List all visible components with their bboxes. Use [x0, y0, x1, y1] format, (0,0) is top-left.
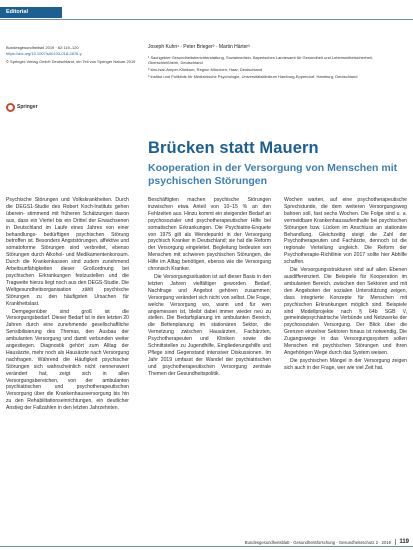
authors: Joseph Kuhn¹ · Peter Brieger² · Martin Härter³: [148, 44, 250, 50]
paragraph: Die Versorgungsstrukturen sind auf allen Ebenen ausdifferenziert. Die Beispiele für Kooperation im ambulanten Bereich, zwischen den Sektoren und mit den Angeboten der sozialen Unterstützung zeigen, dass integrierte Konzepte für Menschen mit psychischen Erkrankungen möglich sind. Beispiele sind Modellprojekte nach § 64b SGB V, gemeindepsychiatrische Verbünde und Netzwerke der psychosozialen Versorgung. Der Blick über die Grenzen einzelner Sektoren hinaus ist notwendig. Die Zugangswege in das Versorgungssystem sollen Menschen mit psychischen Störungen und ihren Angehörigen Wege durch das System weisen.: [284, 267, 407, 356]
text-column-2: [148, 197, 271, 537]
page-number: 119: [395, 539, 409, 545]
citation: Bundesgesundheitsbl 2019 · 62:119–120: [6, 45, 79, 50]
paragraph: Die psychischen Mängel in der Versorgung zeigen sich auch in der Frage, wer wie viel Zeit hat.: [284, 357, 407, 371]
affiliations: [148, 55, 403, 81]
copyright: © Springer-Verlag GmbH Deutschland, ein Teil von Springer Nature 2019: [6, 59, 136, 65]
affiliation-3: ³ Institut und Poliklinik für Medizinische Psychologie, Universitätsklinikum Hamburg-Eppendorf, Hamburg, Deutschland: [148, 73, 358, 79]
affiliation-1: ¹ Sachgebiet Gesundheitsberichterstattung, Sozialmedizin, Bayerisches Landesamt für Gesundheit und Lebensmittelsicherheit, Oberschleißheim, Deutschland: [148, 55, 373, 66]
affiliation-2: ² kbo-Isar-Amper-Klinikum, Region München, Haar, Deutschland: [148, 67, 263, 72]
article-subtitle: Kooperation in der Versorgung von Menschen mit psychischen Störungen: [148, 162, 398, 187]
paragraph: Psychische Störungen und Volkskrankheiten. Durch die DEGS1-Studie des Robert Koch-Instituts gehen überein- stimmend mit früheren Schätzungen davon aus, dass ein Viertel bis ein Drittel der Erwachsenen in Deutschland im Laufe eines Jahres von einer behandlungs- bedürftigen psychischen Störung betroffen ist. Besonders Angststörungen, affektive und somatoforme Störungen sind verbreitet, ebenso Störungen durch Alkohol- und Medikamentenkonsum. Durch die Krankenkassen sind zudem zunehmend Arbeitsunfähigkeiten dieser Großordnung bei psychischen Erkrankungen festzustellen und die Tragweite hierzu liegt noch aus den DEGS-Studie. Die Weltgesundheitsorganisation zählt psychische Störungen zu den häufigsten Ursachen für Krankheitslast.: [6, 197, 129, 307]
springer-logo-text: Springer: [17, 104, 38, 110]
text-column-3: [284, 197, 407, 537]
article-meta: [6, 45, 136, 65]
journal-footer: Bundesgesundheitsblatt - Gesundheitsforschung - Gesundheitsschutz 2 · 2019: [244, 540, 391, 545]
paragraph: Demgegenüber sind groß ist die Versorgungsbedarf. Dieser Bedarf ist in den letzten 20 Jahren durch eine zunehmende gesellschaftliche Sensibilisierung des Themas, den Ausbau der ambulanten Versorgung und damit verbunden weiter angestiegen. Diagnostik gehört zum Alltag der Hausärzte, mehr noch als Hausärzte nach Versorgung nachfragen. Während die Häufigkeit psychischer Störungen sich wahrscheinlich nicht nennenswert verändert hat, zeigt sich in allen Versorgungsbereichen, von der ambulanten psychiatrischen und psychotherapeutischen Versorgung über die Krankenhausversorgung bis hin zu den Rehabilitationseinrichtungen, ein deutlicher Anstieg der Fallzahlen in den letzten Jahrzehnten.: [6, 308, 129, 412]
text-column-1: [6, 197, 129, 537]
paragraph: Wochen warten, auf eine psychotherapeutische Sprechstunde, die dem weiteren Versorgungsweg bahnen soll, fast sechs Wochen. Die Folge sind u. a. vermeidbare Krankenhausaufenthalte bei psychischen Störungen bzw. Lücken im Anschluss an stationäre Behandlung. Gleichzeitig steigt die Zahl der Psychotherapeuten und Fachärzte, dennoch ist die regionale Verteilung ungleich. Die Reform der Psychotherapie-Richtlinie von 2017 sollte hier Abhilfe schaffen.: [284, 197, 407, 266]
paragraph: Beschäftigten machen psychische Störungen inzwischen etwa Anteil von 10–15 % an den Fehlzeiten aus. Hinzu kommt ein steigender Bedarf an psychosozialer und psychotherapeutischer Hilfe bei somatischen Erkrankungen. Die Psychiatrie-Enquete von 1975 gilt als Wendepunkt in der Versorgung psychisch Kranker in Deutschland; sie hat die Reform der Versorgung eingeleitet. Begleitung bedeuten von Menschen mit schweren psychischen Störungen, die Hilfe im Alltag benötigen, ebenso wie die Versorgung chronisch Kranker.: [148, 197, 271, 273]
springer-logo: [6, 102, 46, 112]
doi-link[interactable]: https://doi.org/10.1007/s00103-018-2876-y: [6, 50, 82, 56]
header-rule: [0, 19, 413, 20]
footer-rule: [0, 546, 413, 547]
section-tag: Editorial: [0, 7, 62, 18]
paragraph: Die Versorgungssituation ist auf dieser Basis in den letzten Jahren vielfältiger geworden. Bedarf, Nachfrage und Angebot gehören zusammen; Versorgung verändert sich nicht von selbst. Die Frage, welche Versorgung wo, wann und für wen angemessen ist, bleibt dabei immer wieder neu zu stellen. Die Bedarfsplanung im ambulanten Bereich, die Bettenplanung im stationären Sektor, die Vernetzung zwischen Hausärzten, Fachärzten, Psychotherapeuten und Kliniken sowie die Schnittstellen zu Jugendhilfe, Eingliederungshilfe und Pflege sind Gegenstand intensiver Diskussionen. Im Jahr 2019 umfasst der Wandel der psychiatrischen und psychotherapeutischen Versorgung zentrale Themen der Gesundheitspolitik.: [148, 273, 271, 377]
article-title: Brücken statt Mauern: [148, 139, 319, 157]
springer-logo-icon: [6, 103, 15, 112]
